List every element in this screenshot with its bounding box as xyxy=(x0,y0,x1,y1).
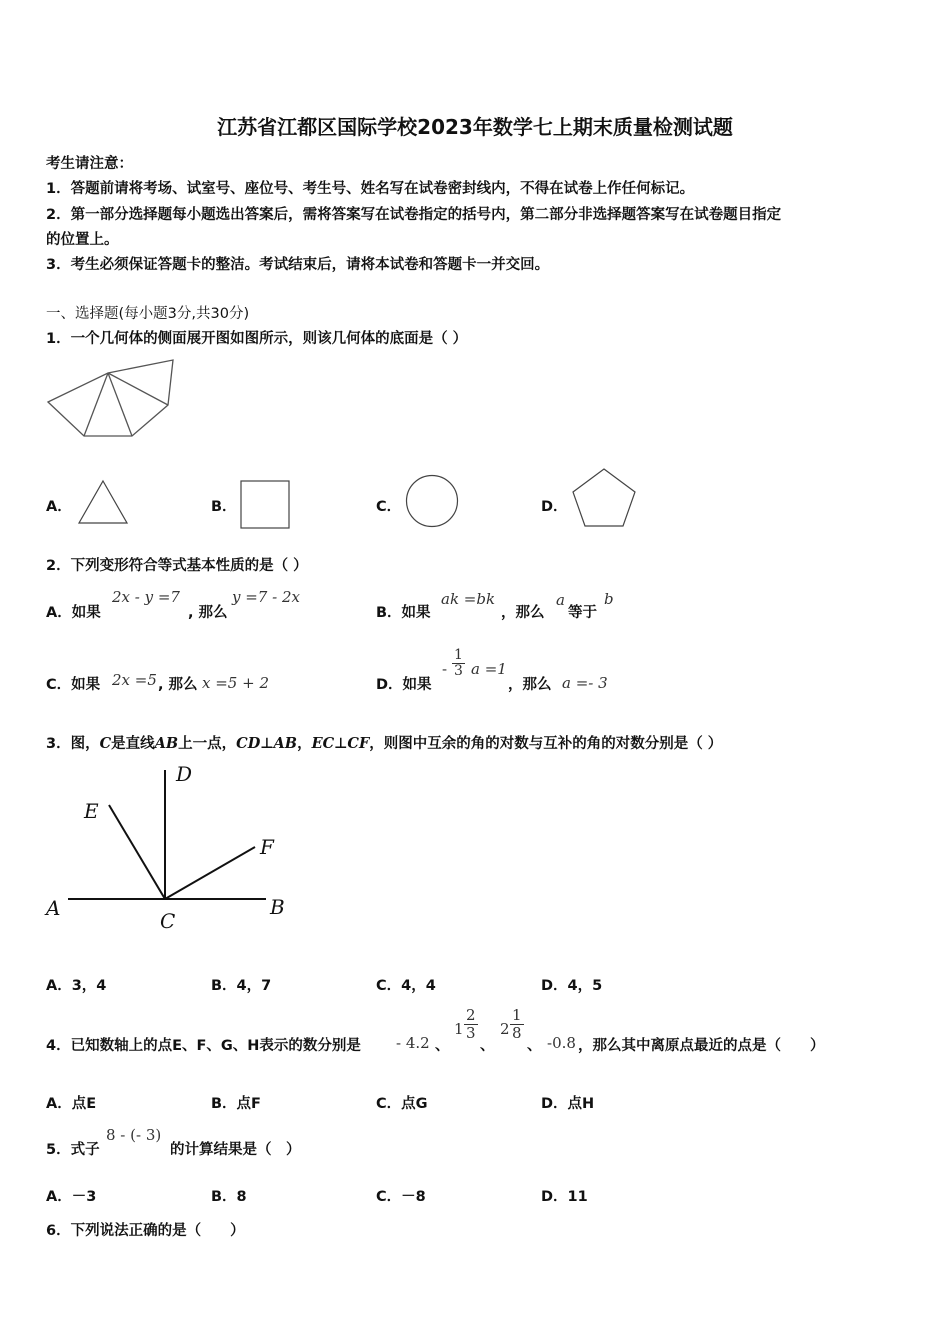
notice-item: 2．第一部分选择题每小题选出答案后，需将答案写在试卷指定的括号内，第二部分非选择题答案写在试卷题目指定 xyxy=(46,207,782,223)
triangle-shape-icon xyxy=(78,478,130,526)
point-label-f: F xyxy=(260,835,274,859)
option-d-label: D． xyxy=(541,499,568,515)
notice-item: 1．答题前请将考场、试室号、座位号、考生号、姓名写在试卷密封线内，不得在试卷上作任何标记。 xyxy=(46,181,695,197)
stem-variable: AB xyxy=(273,735,298,752)
option-c-label: C． xyxy=(376,499,402,515)
math-expression: 2x - y =7 xyxy=(112,588,180,606)
stem-text: ⊥ xyxy=(260,736,274,752)
math-value: -0.8 xyxy=(547,1034,576,1052)
option-c: C．－8 xyxy=(376,1189,426,1205)
math-variable: b xyxy=(604,590,614,608)
option-b: B．4，7 xyxy=(211,978,272,994)
question-1-stem: 1．一个几何体的侧面展开图如图所示，则该几何体的底面是（ ） xyxy=(46,331,468,347)
option-b-label: B． xyxy=(211,499,237,515)
question-6-stem: 6．下列说法正确的是（ ） xyxy=(46,1223,245,1239)
math-expression: 2x =5 xyxy=(112,671,157,689)
notice-heading: 考生请注意： xyxy=(46,156,133,172)
math-minus: - xyxy=(442,660,448,678)
option-c: C．4，4 xyxy=(376,978,436,994)
option-a-label: A．如果 xyxy=(46,605,101,621)
fraction-denominator: 3 xyxy=(466,1023,476,1042)
option-text: 等于 xyxy=(568,605,597,621)
question-5-stem: 5．式子 xyxy=(46,1142,100,1158)
math-expression: ak =bk xyxy=(441,590,496,608)
stem-variable: AB xyxy=(154,735,179,752)
section-heading: 一、选择题(每小题3分,共30分) xyxy=(46,306,250,322)
question-5-stem-end: 的计算结果是（ ） xyxy=(170,1142,301,1158)
option-a: A．－3 xyxy=(46,1189,97,1205)
question-3-stem xyxy=(46,732,722,753)
fraction-denominator: 8 xyxy=(512,1023,522,1042)
fraction-numerator: 1 xyxy=(454,647,463,663)
option-d: D．11 xyxy=(541,1189,588,1205)
mixed-number-whole: 1 xyxy=(454,1020,464,1038)
fraction-numerator: 2 xyxy=(466,1006,476,1024)
question-2-stem: 2．下列变形符合等式基本性质的是（ ） xyxy=(46,558,308,574)
option-d-label: D．如果 xyxy=(376,677,432,693)
stem-variable: C xyxy=(99,735,112,752)
option-a: A．3，4 xyxy=(46,978,107,994)
point-label-d: D xyxy=(176,762,193,786)
circle-shape-icon xyxy=(405,474,461,530)
math-expression: x =5 + 2 xyxy=(202,674,269,692)
separator: 、 xyxy=(527,1038,542,1054)
stem-text: ⊥ xyxy=(334,736,348,752)
option-a-label: A． xyxy=(46,499,72,515)
point-label-a: A xyxy=(46,896,61,920)
question-4-stem-end: ，那么其中离原点最近的点是（ ） xyxy=(578,1038,825,1054)
option-a: A．点E xyxy=(46,1096,97,1112)
stem-text: ， xyxy=(297,736,312,752)
angle-figure xyxy=(40,760,310,940)
point-label-c: C xyxy=(160,909,176,933)
mixed-number-whole: 2 xyxy=(500,1020,510,1038)
math-variable: a xyxy=(556,591,565,609)
stem-variable: EC xyxy=(311,735,335,752)
option-d: D．4，5 xyxy=(541,978,603,994)
stem-text: 是直线 xyxy=(111,736,155,752)
stem-variable: CF xyxy=(347,735,370,752)
option-c: C．点G xyxy=(376,1096,428,1112)
option-text: , 那么 xyxy=(188,605,228,621)
option-text: ，那么 xyxy=(501,605,545,621)
math-fraction xyxy=(464,1007,478,1041)
fraction-numerator: 1 xyxy=(512,1006,522,1024)
separator: 、 xyxy=(480,1038,495,1054)
stem-text: 上一点， xyxy=(178,736,237,752)
math-expression: y =7 - 2x xyxy=(232,588,300,606)
question-4-stem: 4．已知数轴上的点E、F、G、H表示的数分别是 xyxy=(46,1038,361,1054)
separator: 、 xyxy=(435,1038,450,1054)
option-text: , 那么 xyxy=(158,677,198,693)
math-expression: 8 - (- 3) xyxy=(106,1126,162,1144)
math-fraction xyxy=(452,648,465,680)
option-text: ，那么 xyxy=(508,677,552,693)
option-b-label: B．如果 xyxy=(376,605,431,621)
stem-text: 3．图， xyxy=(46,736,100,752)
math-fraction xyxy=(510,1007,524,1041)
square-shape-icon xyxy=(240,480,292,530)
notice-item: 3．考生必须保证答题卡的整洁。考试结束后，请将本试卷和答题卡一并交回。 xyxy=(46,257,550,273)
option-b: B．点F xyxy=(211,1096,261,1112)
fraction-denominator: 3 xyxy=(454,663,463,680)
option-b: B．8 xyxy=(211,1189,247,1205)
math-expression: a =1 xyxy=(471,660,507,678)
notice-item: 的位置上。 xyxy=(46,232,119,248)
point-label-e: E xyxy=(84,799,99,823)
page-title: 江苏省江都区国际学校2023年数学七上期末质量检测试题 xyxy=(217,115,733,139)
net-figure xyxy=(40,350,190,445)
math-expression: a =- 3 xyxy=(562,674,608,692)
pentagon-shape-icon xyxy=(571,467,637,529)
stem-text: ，则图中互余的角的对数与互补的角的对数分别是（ ） xyxy=(369,736,723,752)
option-d: D．点H xyxy=(541,1096,595,1112)
point-label-b: B xyxy=(270,895,285,919)
option-c-label: C．如果 xyxy=(46,677,101,693)
math-value: - 4.2 xyxy=(396,1034,430,1052)
stem-variable: CD xyxy=(236,735,261,752)
